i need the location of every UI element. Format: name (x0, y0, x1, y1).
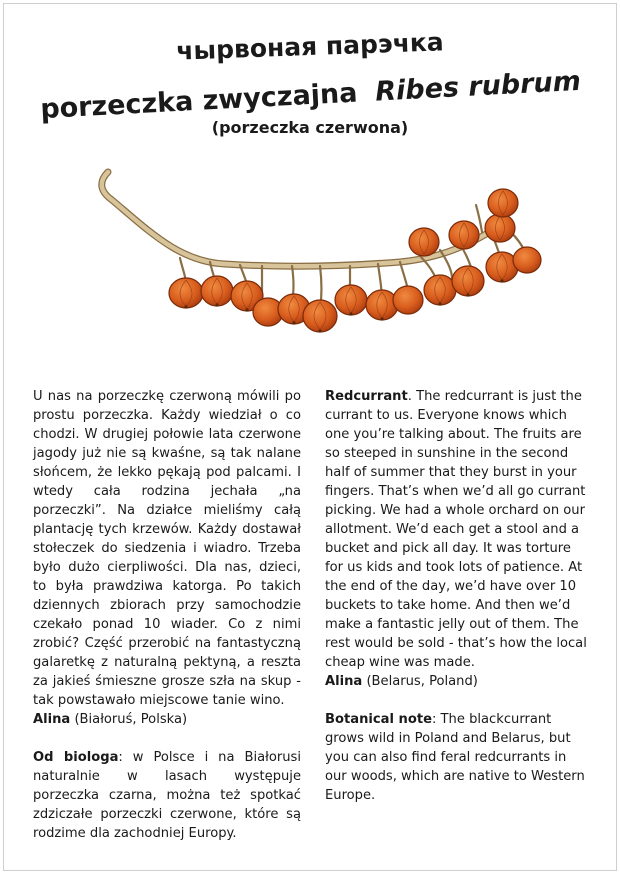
story-text: . The redcurrant is just the currant to us. Everyone knows which one you’re talking about. The fruits are so steeped in sunshine in the second half of summer that they burst in your fingers. That’s when we’d all go currant picking. We had a whole orchard on our allotment. We’d each get a stool and a bucket and pick all day. It was torture for us kids and took lots of patience. At the end of the day, we’d have over 10 buckets to take home. And then we’d make a fantastic jelly out of them. The rest would be sold - that’s how the local cheap wine was made. (325, 389, 587, 670)
english-story (325, 387, 587, 672)
title-latin: Ribes rubrum (374, 65, 582, 108)
note-label: Botanical note (325, 712, 432, 727)
note-text: : w Polsce i na Białorusi naturalnie w lasach występuje porzeczka czarna, można też spotkać zdziczałe porzeczki czerwone, które są rodzime dla zachodniej Europy. (33, 750, 301, 841)
english-botanical-note (325, 710, 587, 805)
author-origin: (Białoruś, Polska) (70, 712, 188, 727)
author-name: Alina (325, 674, 363, 689)
note-text: : The blackcurrant grows wild in Poland and Belarus, but you can also find feral redcurrants in our woods, which are native to Western Europe. (325, 712, 585, 803)
note-label: Od biologa (33, 750, 119, 765)
story-label: Redcurrant (325, 389, 408, 404)
title-belarusian: чырвоная парэчка (175, 27, 445, 66)
title-polish-alt: (porzeczka czerwona) (211, 118, 409, 137)
polish-story: U nas na porzeczkę czerwoną mówili po prostu porzeczka. Każdy wiedział o co chodzi. W drugiej połowie lata czerwone jagody już nie są kwaśne, są tak nalane słońcem, że lekko pękają pod palcami. I wtedy cała rodzina jechała „na porzeczki”. Na działce mieliśmy całą plantację tych krzewów. Każdy dostawał stołeczek do siedzenia i wiadro. Trzeba było dużo cierpliwości. Dla nas, dzieci, to była prawdziwa katorga. Po takich dziennych zbiorach przy samochodzie czekało ponad 10 wiader. Co z nimi zrobić? Część przerobić na fantastyczną galaretkę z naturalną pektyną, a reszta za jakieś śmieszne grosze szła na skup - tak powstawało miejscowe tanie wino. (33, 389, 301, 708)
author-origin: (Belarus, Poland) (362, 674, 478, 689)
polish-botanical-note (33, 748, 301, 843)
english-author (325, 672, 587, 691)
title-polish: porzeczka zwyczajna (39, 77, 359, 126)
english-column (325, 387, 587, 805)
polish-author (33, 710, 301, 729)
polish-column (33, 387, 301, 843)
redcurrant-sprig-icon (0, 150, 620, 350)
author-name: Alina (33, 712, 71, 727)
